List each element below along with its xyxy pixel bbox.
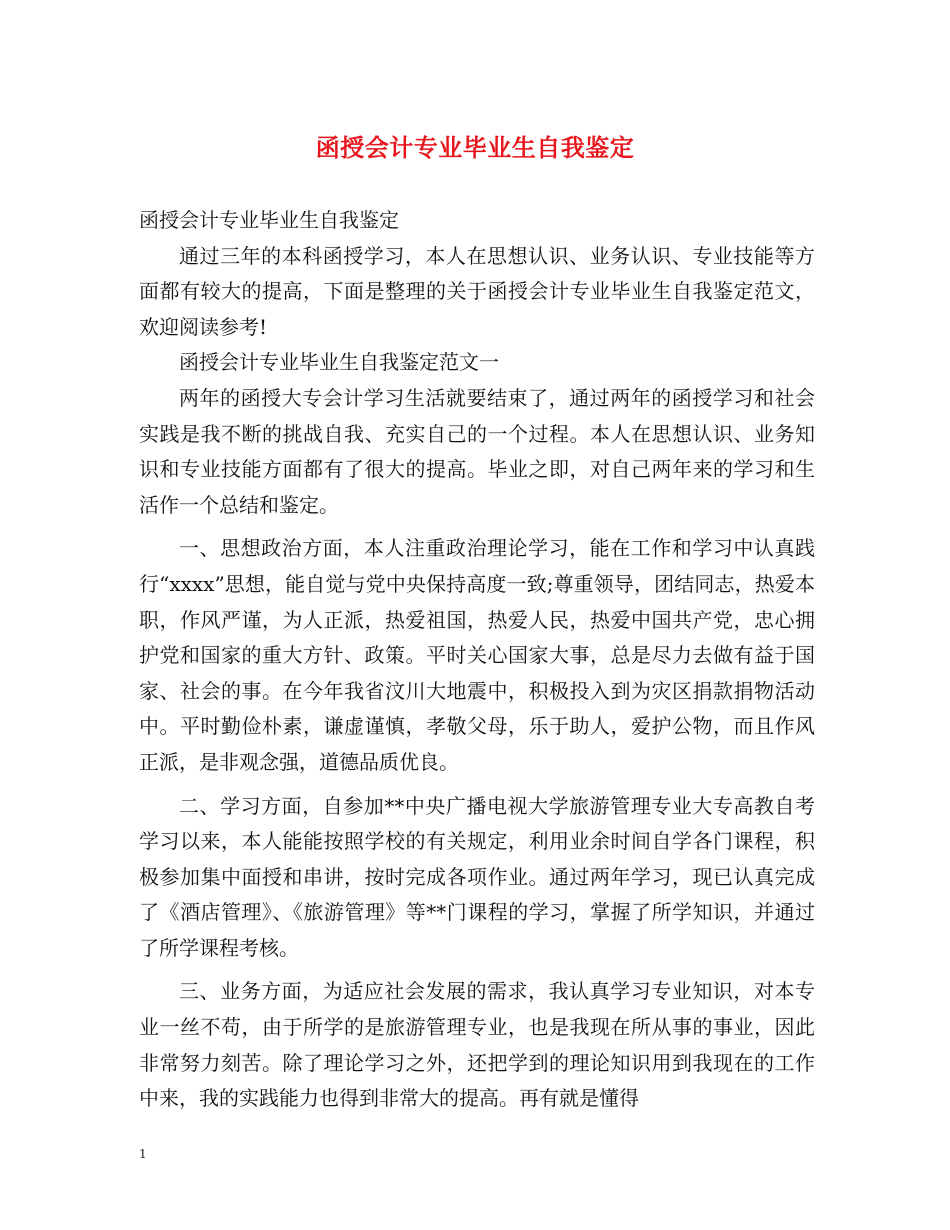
paragraph-study: 二、学习方面，自参加**中央广播电视大学旅游管理专业大专高教自考学习以来，本人能能按照学校的有关规定，利用业余时间自学各门课程，积极参加集中面授和串讲，按时完成各项作业。通过两年学习，现已认真完成了《酒店管理》、《旅游管理》等**门课程的学习，掌握了所学知识，并通过了所学课程考核。 — [139, 793, 815, 960]
paragraph-intro: 通过三年的本科函授学习，本人在思想认识、业务认识、专业技能等方面都有较大的提高，下面是整理的关于函授会计专业毕业生自我鉴定范文，欢迎阅读参考! — [139, 243, 815, 339]
paragraph-business: 三、业务方面，为适应社会发展的需求，我认真学习专业知识，对本专业一丝不苟，由于所学的是旅游管理专业，也是我现在所从事的事业，因此非常努力刻苦。除了理论学习之外，还把学到的理论知识用到我现在的工作中来，我的实践能力也得到非常大的提高。再有就是懂得 — [139, 979, 815, 1111]
paragraph-heading: 函授会计专业毕业生自我鉴定 — [139, 208, 399, 232]
document-body — [139, 203, 815, 1117]
document-title: 函授会计专业毕业生自我鉴定 — [315, 133, 635, 162]
page-number: 1 — [139, 1147, 147, 1161]
paragraph-subheading: 函授会计专业毕业生自我鉴定范文一 — [179, 350, 499, 375]
paragraph-political: 一、思想政治方面，本人注重政治理论学习，能在工作和学习中认真践行“xxxx”思想，能自觉与党中央保持高度一致;尊重领导，团结同志，热爱本职，作风严谨，为人正派，热爱祖国，热爱人民，热爱中国共产党，忠心拥护党和国家的重大方针、政策。平时关心国家大事，总是尽力去做有益于国家、社会的事。在今年我省汶川大地震中，积极投入到为灾区捐款捐物活动中。平时勤俭朴素，谦虚谨慎，孝敬父母，乐于助人，爱护公物，而且作风正派，是非观念强，道德品质优良。 — [139, 536, 815, 774]
paragraph-overview: 两年的函授大专会计学习生活就要结束了，通过两年的函授学习和社会实践是我不断的挑战自我、充实自己的一个过程。本人在思想认识、业务知识和专业技能方面都有了很大的提高。毕业之即，对自己两年来的学习和生活作一个总结和鉴定。 — [139, 385, 815, 517]
